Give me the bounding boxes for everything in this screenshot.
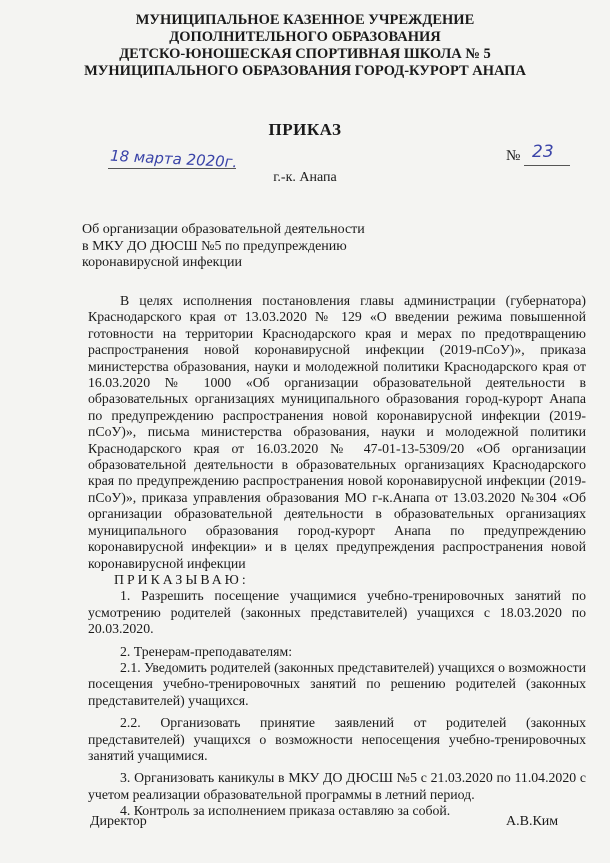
handwritten-number: 23 xyxy=(532,142,554,162)
preamble-paragraph: В целях исполнения постановления главы администрации (губернатора) Краснодарского края от 13.03.2020 № 129 «О введении режима повышенной готовности на территории Краснодарского края и мерах по предотвращению распространения новой коронавирусной инфекции (2019-пСоУ)», приказа министерства образования, науки и молодежной политики Краснодарского края от 16.03.2020 № 1000 «Об организации образовательной деятельности в образовательных организациях муниципального образования город-курорт Анапа по предупреждению распространения новой коронавирусной инфекции (2019-пСоУ)», письма министерства образования, науки и молодежной политики Краснодарского края от 16.03.2020 № 47-01-13-5309/20 «Об организации образовательной деятельности в образовательных организациях Краснодарского края по предупреждению распространения новой коронавирусной инфекции (2019-пСоУ)», приказа управления образования МО г-к.Анапа от 13.03.2020 №304 «Об организации образовательной деятельности в образовательных организациях муниципального образования город-курорт Анапа по предупреждению коронавирусной инфекции» и в целях предупреждения распространения новой коронавирусной инфекции xyxy=(88,293,586,571)
order-item-2: 2. Тренерам-преподавателям: xyxy=(120,643,293,659)
number-underline xyxy=(524,165,570,166)
number-sign: № xyxy=(506,148,521,164)
signature-position: Директор xyxy=(90,814,147,829)
subject-line: коронавирусной инфекции xyxy=(82,255,242,270)
header-line: МУНИЦИПАЛЬНОГО ОБРАЗОВАНИЯ ГОРОД-КУРОРТ АНАПА xyxy=(84,63,526,79)
order-item-1: 1. Разрешить посещение учащимися учебно-тренировочных занятий по усмотрению родителей (законных представителей) учащихся с 18.03.2020 по 20.03.2020. xyxy=(88,588,586,637)
order-item-2-2: 2.2. Организовать принятие заявлений от родителей (законных представителей) учащихся о возможности непосещения учебно-тренировочных занятий учащимися. xyxy=(88,715,586,763)
header-line: МУНИЦИПАЛЬНОЕ КАЗЕННОЕ УЧРЕЖДЕНИЕ xyxy=(135,12,475,28)
city-line: г.-к. Анапа xyxy=(273,170,337,185)
subject-line: Об организации образовательной деятельности xyxy=(82,222,365,237)
order-body xyxy=(88,293,586,820)
order-item-4: 4. Контроль за исполнением приказа оставляю за собой. xyxy=(120,803,451,819)
handwritten-date: 18 марта 2020г. xyxy=(109,146,238,172)
document-title: ПРИКАЗ xyxy=(268,120,342,139)
order-item-2-1: 2.1. Уведомить родителей (законных представителей) учащихся о возможности посещения учебно-тренировочных занятий по решению родителей (законных представителей) учащихся. xyxy=(88,659,586,708)
order-subject xyxy=(82,222,365,272)
subject-line: в МКУ ДО ДЮСШ №5 по предупреждению xyxy=(82,238,347,254)
signature-name: А.В.Ким xyxy=(506,814,559,829)
date-underline xyxy=(108,168,236,169)
header-line: ДЕТСКО-ЮНОШЕСКАЯ СПОРТИВНАЯ ШКОЛА № 5 xyxy=(119,46,491,62)
order-word: ПРИКАЗЫВАЮ: xyxy=(114,571,249,587)
header-line: ДОПОЛНИТЕЛЬНОГО ОБРАЗОВАНИЯ xyxy=(169,29,441,45)
organization-header xyxy=(60,12,550,80)
order-item-3: 3. Организовать каникулы в МКУ ДО ДЮСШ №5 с 21.03.2020 по 11.04.2020 с учетом реализации образовательной программы в летний период. xyxy=(88,770,586,802)
